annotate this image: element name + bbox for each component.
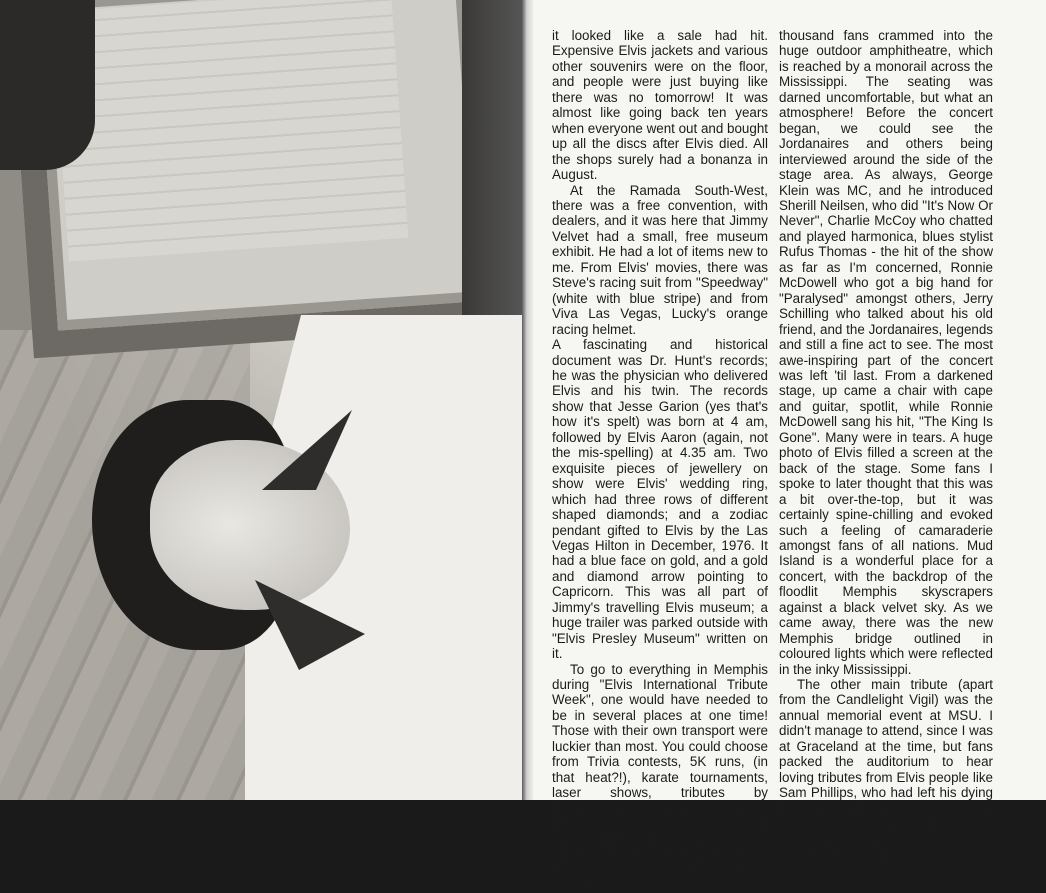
photo-framed-print <box>52 0 409 262</box>
paragraph: At the Ramada South-West, there was a free convention, with dealers, and it was here that Jimmy Velvet had a small, free museum exhibit. He had a lot of items new to me. From Elvis' movies, there was Steve's racing suit from "Speedway" (white with blue stripe) and from Viva Las Vegas, Lucky's orange racing helmet. <box>552 182 768 337</box>
paragraph: it looked like a sale had hit. Expensive Elvis jackets and various other souvenirs were on the floor, and people were just buying like there was no tomorrow! It was almost like going back ten years when everyone went out and bought up all the discs after Elvis died. All the shops surely had a bonanza in August. <box>552 28 768 183</box>
page-gutter <box>522 0 534 800</box>
text-column-1 <box>552 28 768 893</box>
paragraph: A fascinating and historical document was Dr. Hunt's records; he was the physician who delivered Elvis and his twin. The records show that Jesse Garion (yes that's how it's spelt) was born at 4 am, followed by Elvis Aaron (again, not the mis-spelling) at 4.35 am. Two exquisite pieces of jewellery on show were Elvis' wedding ring, which had three rows of different shaped diamonds; and a zodiac pendant gifted to Elvis by the Las Vegas Hilton in December, 1976. It had a blue face on gold, and a gold and diamond arrow pointing to Capricorn. This was all part of Jimmy's travelling Elvis museum; a huge trailer was parked outside with "Elvis Presley Museum" written on it. <box>552 337 768 662</box>
paragraph: thousand fans crammed into the huge outdoor amphitheatre, which is reached by a monorail across the Mississippi. The seating was darned uncomfortable, but what an atmosphere! Before the concert began, we could see the Jordanaires and others being interviewed around the side of the stage area. As always, George Klein was MC, and he introduced Sherill Neilsen, who did "It's Now Or Never", Charlie McCoy who chatted and played harmonica, blues stylist Rufus Thomas - the hit of the show as far as I'm concerned, Ronnie McDowell who got a big hand for "Paralysed" amongst others, Jerry Schilling who talked about his old friend, and the Jordanaires, legends and still a fine act to see. The most awe-inspiring part of the concert was left 'til last. From a darkened stage, up came a chair with cape and guitar, spotlit, while Ronnie McDowell sang his hit, "The King Is Gone". Many were in tears. A huge photo of Elvis filled a screen at the back of the stage. Some fans I spoke to later thought that this was a bit over-the-top, but it was certainly spine-chilling and evoked such a feeling of camaraderie amongst fans of all nations. Mud Island is a wonderful place for a concert, with the backdrop of the floodlit Memphis skyscrapers against a black velvet sky. As we came away, there was the new Memphis bridge outlined in coloured lights which were reflected in the inky Mississippi. <box>779 28 993 677</box>
photo-dark-shape <box>0 0 95 170</box>
paragraph: To go to everything in Memphis during "Elvis International Tribute Week", one would have needed to be in several places at one time! Those with their own transport were luckier than most. You could choose from Trivia contests, 5K runs, (in that heat?!), karate tournaments, laser shows, tributes by impersonators, auctions to raise money for good causes, and on and on. The BIG event, though, was the Mud Island concert on 13th August. On a warm Memphis evening, around five <box>552 661 768 893</box>
text-column-2 <box>779 28 993 878</box>
paragraph: The other main tribute (apart from the Candlelight Vigil) was the annual memorial event at MSU. I didn't manage to attend, since I was at Graceland at the time, but fans packed the auditorium to hear loving tributes from Elvis people like Sam Phillips, who had left his dying brother's bedside to go and pay tribute to the king. Others who spoke at the memorial, hosted as ever by George Klein, were Sam's son <box>779 677 993 878</box>
photo-page <box>0 0 522 800</box>
